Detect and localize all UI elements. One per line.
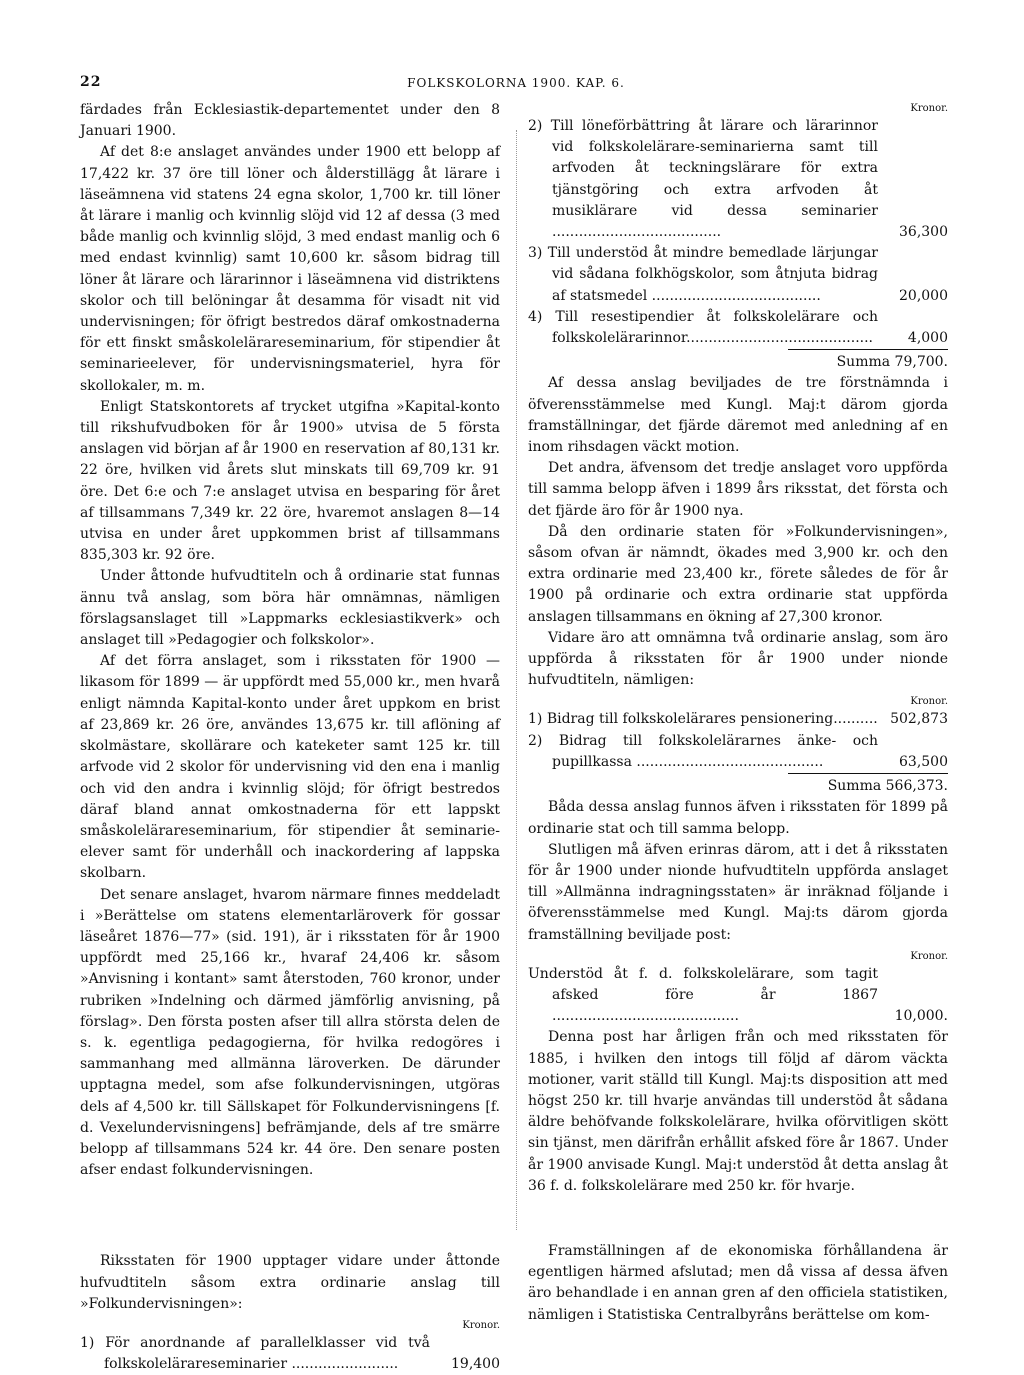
item-text: Understöd åt f. d. folkskolelärare, som tagit afsked före år 1867 ..........................................: [528, 965, 878, 1025]
list-item: [528, 243, 948, 307]
item-amount: 36,300: [899, 224, 948, 241]
paragraph: Det andra, äfvensom det tredje anslaget voro uppförda till samma belopp äfven i 1899 års riksstat, det första och det fjärde äro för år 1900 nya.: [528, 460, 948, 519]
item-amount: 63,500: [899, 753, 948, 770]
paragraph: Framställningen af de ekonomiska förhållandena är egentligen härmed afslutad; men då vissa af dessa äfven äro behandlade i en annan gren af den officiela statistiken, nämligen i Statistiska Centralbyråns berättelse om kom-: [528, 1242, 948, 1323]
paragraph: färdades från Ecklesiastik-departementet under den 8 Januari 1900.: [80, 102, 500, 140]
paragraph: Under åttonde hufvudtiteln och å ordinarie stat funnas ännu två anslag, som böra här omnämnas, nämligen förslagsanslaget till »Lappmarks ecklesiastikverk» och anslaget till »Pedagogier och folkskolor».: [80, 568, 500, 649]
sum-line: Summa 566,373.: [788, 773, 948, 797]
kronor-label: Kronor.: [910, 696, 948, 708]
paragraph: Vidare äro att omnämna två ordinarie anslag, som äro uppförda å riksstaten för år 1900 under nionde hufvudtiteln, nämligen:: [528, 629, 948, 689]
list-item: [528, 709, 948, 730]
item-text: 4) Till resestipendier åt folkskolelärare och folkskolelärarinnor..........................................: [528, 308, 878, 347]
paragraph: Det senare anslaget, hvarom närmare finnes meddeladt i »Berättelse om statens elementarläroverk för gossar läseåret 1876—77» (sid. 191), är i riksstaten för år 1900 uppfördt med 25,166 kr., hvaraf 24,406 kr. såsom »Anvisning i kontant» samt återstoden, 760 kronor, under rubriken »Indelning och därmed jämförlig anvisning, på förslag». Den första posten afser till allra största delen de s. k. egentliga pedagogierna, för hvilka redogöres i sammanhang med allmänna läroverken. De därunder upptagna medel, som afse folkundervisningen, utgöras dels af 4,500 kr. till Sällskapet för Folkundervisningens [f. d. Vexelundervisningens] befrämjande, dels af tre smärre belopp af tillsammans 524 kr. 44 öre. Den senare posten afser endast folkundervisningen.: [80, 886, 500, 1179]
list-item: [528, 116, 948, 243]
spacer: [80, 1181, 500, 1251]
paragraph: Af det förra anslaget, som i riksstaten för 1900 — likasom för 1899 — är uppfördt med 55,000 kr., men hvarå enligt nämnda Kapital-konto under året uppkom en brist af 23,869 kr. 26 öre, användes 13,675 kr. till aflöning af skolmästare, skollärare och kateketer samt 125 kr. till arfvode vid 2 skolor för undervisning vid den ena i manlig och vid den andra i kvinnlig slöjd; för öfrigt bestredos däraf bland annat omkostnaderna för ett lappskt småskolelärareseminarium, för stipendier åt seminarie-elever samt för underhåll och inackordering af lappska skolbarn.: [80, 653, 500, 882]
paragraph: Slutligen må äfven erinras därom, att i det å riksstaten för år 1900 under nionde hufvudtiteln uppförda anslaget till »Allmänna indragningsstaten» är inräknad följande i öfverensstämmelse med Kungl. Maj:ts därom gjorda framställning beviljade post:: [528, 841, 948, 943]
running-header: [80, 74, 952, 94]
item-text: 2) Bidrag till folkskolelärarnes änke- och pupillkassa ..........................................: [528, 732, 878, 770]
left-column: [80, 100, 500, 1375]
paragraph: Båda dessa anslag funnos äfven i riksstaten för 1899 på ordinarie stat och till samma belopp.: [528, 799, 948, 837]
sum-line: Summa 79,700.: [788, 349, 948, 373]
paragraph: Denna post har årligen från och med riksstaten för 1885, i hvilken den intogs till följd af därom väckta motioner, varit ställd till Kungl. Maj:ts disposition att med högst 250 kr. till hvarje användas till understöd åt sådana äldre behöfvande folkskolelärare, hvilka oförvitligen skött sin tjänst, men därifrån erhållit afsked före år 1867. Under år 1900 anvisade Kungl. Maj:t understöd åt detta anslag åt 36 f. d. folkskolelärare med 250 kr. för hvarje.: [528, 1029, 948, 1194]
list-item: [80, 1333, 500, 1375]
kronor-label: Kronor.: [910, 103, 948, 114]
item-text: 1) Bidrag till folkskolelärares pensionering..........: [528, 711, 878, 728]
paragraph: Af det 8:e anslaget användes under 1900 ett belopp af 17,422 kr. 37 öre till löner och ålderstillägg åt lärare i läseämnena vid statens 24 egna skolor, 1,700 kr. till löner åt lärare i manlig och kvinnlig slöjd vid 12 af dessa (3 med både manlig och kvinnlig slöjd, 3 med endast manlig och 6 med endast kvinnlig) samt 10,600 kr. såsom bidrag till löner åt lärare och lärarinnor i läseämnena vid distriktens skolor och till belöningar åt desamma för visadt nit vid undervisningen; för öfrigt bestredos däraf omkostnaderna för ett finskt småskolelärareseminarium, för stipendier åt seminarieelever, för undervisningsmateriel, hyra för skollokaler, m. m.: [80, 144, 500, 394]
item-amount: 502,873: [890, 711, 948, 728]
paragraph: Af dessa anslag beviljades de tre förstnämnda i öfverensstämmelse med Kungl. Maj:t därom gjorda framställningar, det fjärde däremot med anledning af en inom rihsdagen väckt motion.: [528, 375, 948, 456]
column-divider: [516, 130, 517, 1230]
kronor-label: Kronor.: [462, 1319, 500, 1331]
item-text: 3) Till understöd åt mindre bemedlade lärjungar vid sådana folkhögskolor, som åtnjuta bidrag af statsmedel ......................................: [528, 245, 878, 304]
paragraph: Då den ordinarie staten för »Folkundervisningen», såsom ofvan är nämndt, ökades med 3,900 kr. och den extra ordinarie med 23,400 kr., förete således de för år 1900 på ordinarie och extra ordinarie stat uppförda anslagen tillsammans en ökning af 27,300 kronor.: [528, 523, 948, 625]
item-text: 1) För anordnande af parallelklasser vid två folkskolelärareseminarier ........................: [80, 1334, 430, 1373]
right-column: [528, 100, 948, 1326]
running-title: FOLKSKOLORNA 1900. KAP. 6.: [407, 76, 625, 90]
list-item: [528, 731, 948, 773]
item-amount: 19,400: [451, 1356, 500, 1373]
paragraph: Riksstaten för 1900 upptager vidare under åttonde hufvudtiteln såsom extra ordinarie anslag till »Folkundervisningen»:: [80, 1253, 500, 1312]
list-item: [528, 307, 948, 349]
item-text: 2) Till löneförbättring åt lärare och lärarinnor vid folkskolelärare-seminarierna samt till arfvoden åt teckningslärare för extra tjänstgöring och extra arfvoden åt musiklärare vid dessa seminarier ......................................: [528, 118, 878, 241]
page-number: 22: [80, 74, 102, 90]
item-amount: 20,000: [899, 287, 948, 304]
spacer: [528, 1197, 948, 1241]
item-amount: 4,000: [907, 330, 948, 347]
kronor-label: Kronor.: [910, 950, 948, 962]
paragraph: Enligt Statskontorets af trycket utgifna »Kapital-konto till rikshufvudboken för år 1900» utvisa de 5 första anslagen vid början af år 1900 en reservation af 80,131 kr. 22 öre, hvilken vid årets slut minskats till 69,709 kr. 91 öre. Det 6:e och 7:e anslaget utvisa en besparing för året af tillsammans 7,349 kr. 22 öre, hvaremot anslagen 8—14 utvisa en under året uppkommen brist af tillsammans 835,303 kr. 92 öre.: [80, 398, 500, 564]
item-amount: 10,000.: [894, 1008, 948, 1025]
list-item: [528, 964, 948, 1028]
